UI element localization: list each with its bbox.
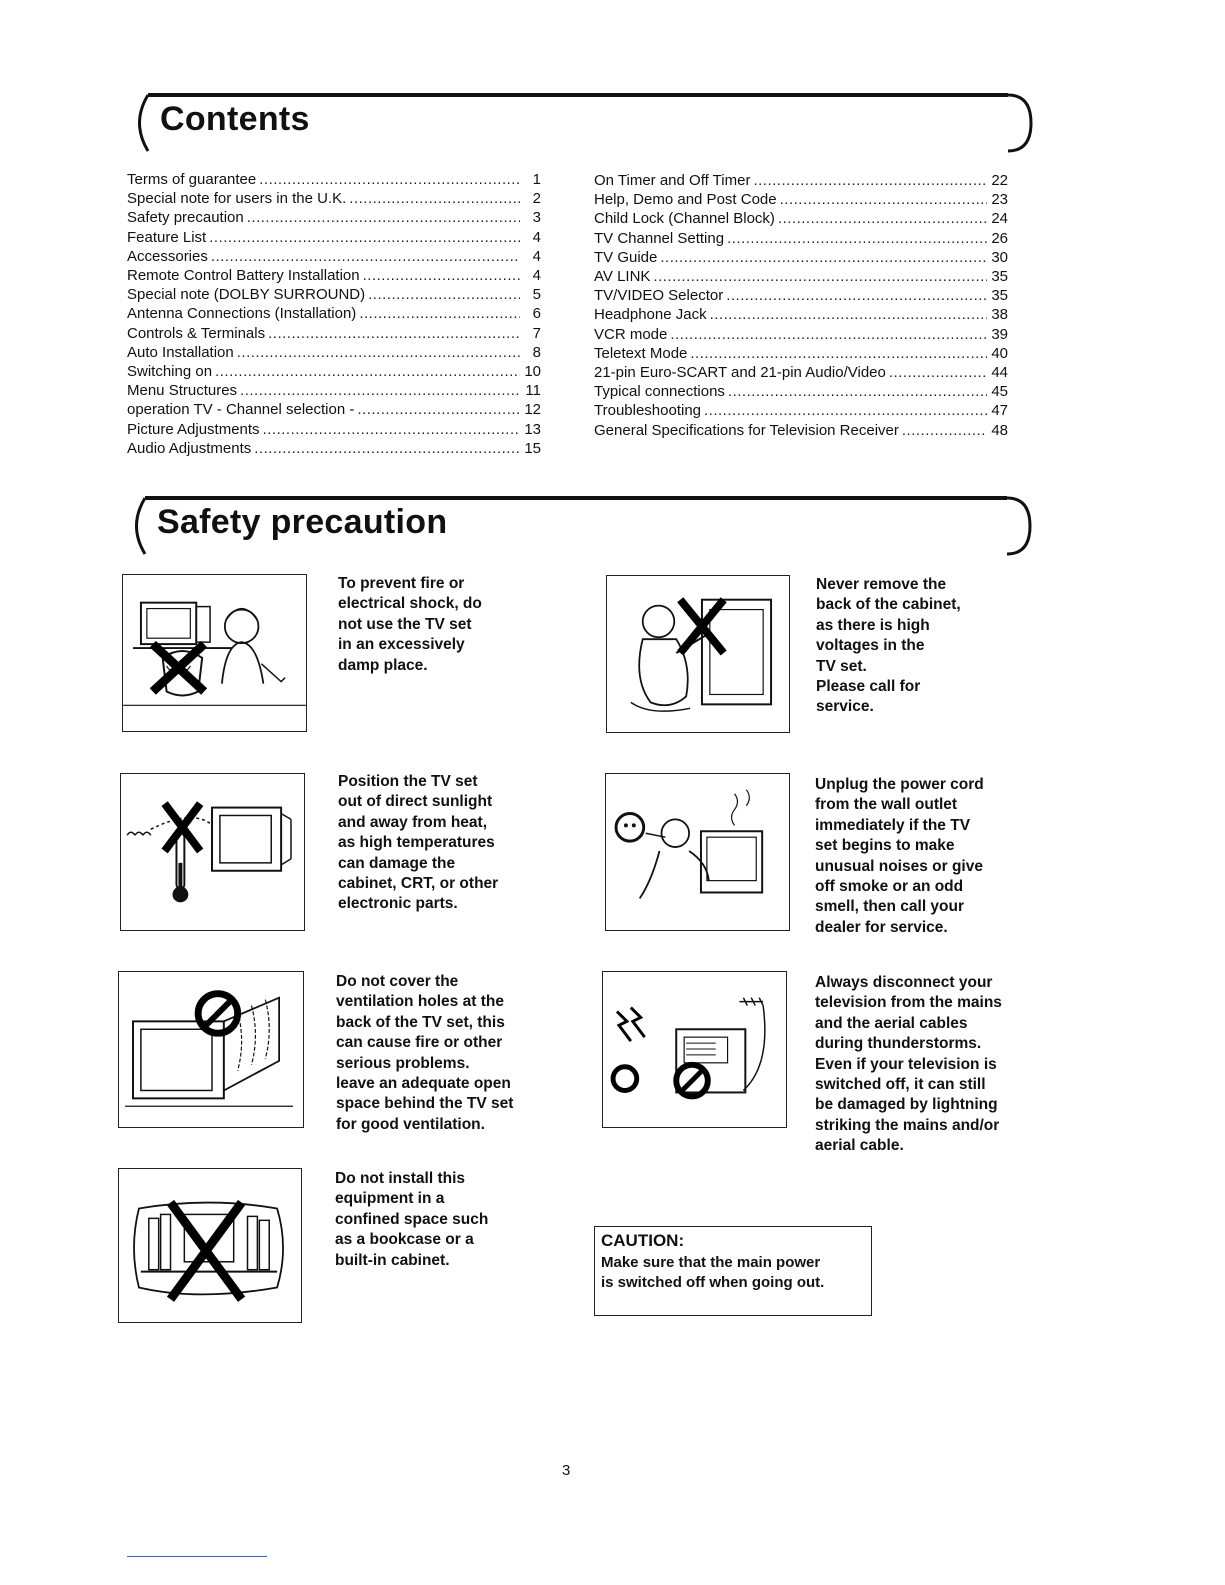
safety-text-damp-place: To prevent fire or electrical shock, do not use the TV set in an excessively damp place. — [338, 575, 482, 674]
toc-entry — [127, 170, 541, 189]
safety-text-cabinet-back: Never remove the back of the cabinet, as there is high voltages in the TV set. Please call for service. — [816, 576, 961, 716]
toc-leader-dots — [710, 305, 987, 324]
toc-entry — [127, 304, 541, 323]
toc-entry-label: VCR mode — [594, 325, 668, 343]
toc-leader-dots — [237, 343, 520, 362]
sunlight-heat-illustration — [120, 773, 305, 931]
toc-entry-page: 47 — [991, 402, 1008, 420]
toc-entry-page: 26 — [991, 229, 1008, 247]
toc-entry-label: Child Lock (Channel Block) — [594, 210, 775, 228]
toc-entry-label: General Specifications for Television Receiver — [594, 421, 899, 439]
toc-entry-page: 35 — [991, 287, 1008, 305]
toc-entry-label: AV LINK — [594, 268, 651, 286]
toc-leader-dots — [653, 267, 987, 286]
toc-entry-page: 3 — [532, 209, 541, 227]
caution-title: CAUTION: — [601, 1231, 685, 1250]
contents-banner — [128, 92, 1034, 154]
toc-entry-page: 4 — [532, 228, 541, 246]
toc-leader-dots — [211, 247, 520, 266]
toc-leader-dots — [263, 420, 520, 439]
toc-entry-label: 21-pin Euro-SCART and 21-pin Audio/Video — [594, 364, 886, 382]
toc-entry-label: On Timer and Off Timer — [594, 172, 751, 189]
toc-leader-dots — [780, 190, 987, 209]
toc-entry — [594, 267, 1008, 286]
toc-leader-dots — [368, 285, 520, 304]
toc-entry-label: Picture Adjustments — [127, 420, 260, 438]
toc-leader-dots — [726, 286, 987, 305]
safety-title: Safety precaution — [157, 503, 448, 541]
toc-entry-page: 4 — [532, 247, 541, 265]
toc-entry-page: 15 — [524, 439, 541, 457]
toc-entry-page: 1 — [532, 171, 541, 188]
contents-list-left — [127, 170, 541, 458]
toc-entry-page: 5 — [532, 286, 541, 304]
toc-entry-page: 24 — [991, 210, 1008, 228]
toc-entry-page: 40 — [991, 344, 1008, 362]
toc-entry — [594, 229, 1008, 248]
toc-entry — [127, 381, 541, 400]
toc-entry-label: Antenna Connections (Installation) — [127, 305, 357, 323]
toc-entry — [127, 420, 541, 439]
ventilation-illustration — [118, 971, 304, 1128]
toc-entry — [127, 400, 541, 419]
toc-leader-dots — [215, 362, 520, 381]
toc-leader-dots — [690, 344, 987, 363]
toc-entry-page: 4 — [532, 267, 541, 285]
toc-entry — [594, 421, 1008, 440]
safety-text-ventilation: Do not cover the ventilation holes at the back of the TV set, this can cause fire or other serious problems. leave an adequate open space behind the TV set for good ventilation. — [336, 973, 514, 1133]
toc-entry-page: 45 — [991, 383, 1008, 401]
damp-place-illustration — [122, 574, 307, 732]
toc-entry-label: Menu Structures — [127, 382, 238, 400]
toc-entry — [127, 324, 541, 343]
toc-entry — [594, 325, 1008, 344]
toc-entry-page: 13 — [524, 420, 541, 438]
toc-entry-page: 38 — [991, 306, 1008, 324]
toc-entry — [127, 285, 541, 304]
toc-entry — [594, 248, 1008, 267]
toc-entry-label: operation TV - Channel selection - — [127, 401, 355, 419]
toc-entry — [594, 190, 1008, 209]
contents-title: Contents — [160, 100, 310, 138]
toc-entry — [127, 247, 541, 266]
toc-leader-dots — [778, 209, 987, 228]
toc-leader-dots — [268, 324, 520, 343]
toc-leader-dots — [259, 170, 520, 189]
page-number: 3 — [562, 1462, 571, 1479]
toc-entry — [594, 344, 1008, 363]
toc-entry-label: Remote Control Battery Installation — [127, 267, 360, 285]
toc-entry-label: TV Channel Setting — [594, 229, 725, 247]
toc-entry — [127, 362, 541, 381]
toc-entry-label: Audio Adjustments — [127, 439, 252, 457]
safety-text-unplug-power: Unplug the power cord from the wall outlet immediately if the TV set begins to make unusual noises or give off smoke or an odd smell, then call your dealer for service. — [815, 776, 984, 936]
toc-leader-dots — [727, 229, 987, 248]
safety-banner — [125, 495, 1033, 557]
toc-entry-label: Headphone Jack — [594, 306, 707, 324]
safety-text-bookcase: Do not install this equipment in a confined space such as a bookcase or a built-in cabinet. — [335, 1170, 489, 1269]
toc-leader-dots — [359, 304, 520, 323]
toc-leader-dots — [349, 189, 520, 208]
toc-leader-dots — [902, 421, 987, 440]
toc-entry-page: 48 — [991, 421, 1008, 439]
toc-entry-label: Auto Installation — [127, 343, 234, 361]
toc-entry-page: 2 — [532, 190, 541, 208]
toc-leader-dots — [753, 171, 987, 190]
toc-entry-label: Troubleshooting — [594, 402, 702, 420]
toc-entry-label: TV/VIDEO Selector — [594, 287, 724, 305]
toc-leader-dots — [363, 266, 520, 285]
toc-leader-dots — [728, 382, 987, 401]
toc-entry — [127, 228, 541, 247]
toc-entry — [127, 189, 541, 208]
toc-entry-label: Terms of guarantee — [127, 171, 257, 188]
toc-entry-page: 44 — [991, 364, 1008, 382]
unplug-power-illustration — [605, 773, 790, 931]
toc-leader-dots — [240, 381, 520, 400]
toc-entry-label: Controls & Terminals — [127, 324, 266, 342]
toc-entry-page: 35 — [991, 268, 1008, 286]
contents-list-right — [594, 171, 1008, 440]
toc-entry-label: Teletext Mode — [594, 344, 688, 362]
bookcase-illustration — [118, 1168, 302, 1323]
toc-entry-page: 8 — [532, 343, 541, 361]
toc-leader-dots — [357, 400, 520, 419]
toc-leader-dots — [704, 401, 987, 420]
toc-entry-page: 22 — [991, 172, 1008, 189]
toc-entry-page: 39 — [991, 325, 1008, 343]
toc-entry — [594, 305, 1008, 324]
toc-entry-label: Typical connections — [594, 383, 725, 401]
toc-leader-dots — [889, 363, 987, 382]
toc-entry — [594, 171, 1008, 190]
cabinet-back-illustration — [606, 575, 790, 733]
toc-entry-page: 12 — [524, 401, 541, 419]
safety-text-lightning: Always disconnect your television from the mains and the aerial cables during thunderstorms. Even if your television is switched off, it can still be damaged by lightning striking the mains and/or aerial cable. — [815, 974, 1002, 1155]
toc-entry-label: Switching on — [127, 363, 213, 381]
toc-entry — [127, 266, 541, 285]
toc-entry-page: 23 — [991, 191, 1008, 209]
lightning-illustration — [602, 971, 787, 1128]
toc-entry-page: 11 — [525, 382, 541, 400]
caution-body: Make sure that the main power is switched off when going out. — [601, 1254, 825, 1291]
toc-entry-page: 6 — [532, 305, 541, 323]
safety-text-sunlight-heat: Position the TV set out of direct sunlight and away from heat, as high temperatures can damage the cabinet, CRT, or other electronic parts. — [338, 773, 499, 913]
toc-entry-label: Special note for users in the U.K. — [127, 190, 347, 208]
toc-entry — [127, 439, 541, 458]
toc-leader-dots — [670, 325, 987, 344]
toc-entry-label: TV Guide — [594, 248, 658, 266]
toc-leader-dots — [247, 208, 520, 227]
toc-leader-dots — [209, 228, 520, 247]
footer-rule — [127, 1556, 267, 1557]
toc-leader-dots — [254, 439, 520, 458]
toc-entry — [594, 401, 1008, 420]
toc-entry-label: Feature List — [127, 228, 207, 246]
toc-entry — [594, 382, 1008, 401]
caution-box — [594, 1226, 872, 1316]
toc-entry — [594, 209, 1008, 228]
toc-leader-dots — [660, 248, 987, 267]
toc-entry-page: 7 — [532, 324, 541, 342]
toc-entry — [594, 286, 1008, 305]
toc-entry — [127, 208, 541, 227]
toc-entry-label: Accessories — [127, 247, 208, 265]
toc-entry-label: Help, Demo and Post Code — [594, 191, 777, 209]
toc-entry-label: Special note (DOLBY SURROUND) — [127, 286, 366, 304]
toc-entry-page: 10 — [524, 363, 541, 381]
toc-entry — [127, 343, 541, 362]
toc-entry-label: Safety precaution — [127, 209, 244, 227]
toc-entry-page: 30 — [991, 248, 1008, 266]
toc-entry — [594, 363, 1008, 382]
